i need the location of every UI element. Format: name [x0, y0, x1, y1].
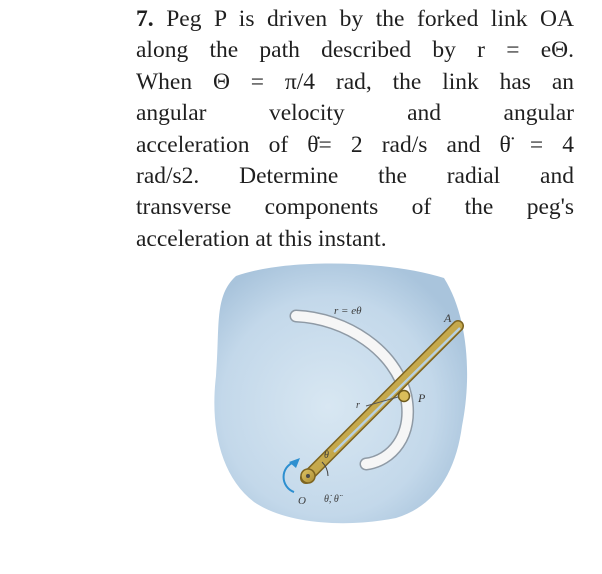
- link-end-label: A: [444, 311, 452, 325]
- problem-statement: [136, 4, 574, 255]
- peg-label: P: [418, 391, 426, 405]
- problem-line-1: Peg P is driven by the forked link OA: [166, 6, 574, 32]
- angular-rates-label: θ̇, θ̈: [324, 494, 339, 505]
- mechanism-figure: [206, 256, 474, 528]
- problem-line-7: transverse components of the peg's: [136, 194, 574, 221]
- problem-line-4: angular velocity and angular: [136, 100, 574, 127]
- background-blob: [214, 263, 467, 523]
- mechanism-diagram: [206, 256, 474, 528]
- radius-label: r: [356, 400, 360, 411]
- problem-line-3: When Θ = π/4 rad, the link has an: [136, 68, 574, 95]
- path-equation-label: r = eθ: [334, 305, 362, 317]
- problem-number: 7.: [136, 6, 154, 32]
- angle-label: θ: [324, 450, 329, 461]
- problem-line-8: acceleration at this instant.: [136, 225, 387, 252]
- problem-line-2: along the path described by r = eΘ.: [136, 37, 574, 64]
- peg: [399, 391, 410, 402]
- problem-line-6: rad/s2. Determine the radial and: [136, 163, 574, 190]
- origin-label: O: [298, 495, 306, 507]
- problem-line-5: acceleration of θ̇= 2 rad/s and θ̈ = 4: [136, 131, 574, 158]
